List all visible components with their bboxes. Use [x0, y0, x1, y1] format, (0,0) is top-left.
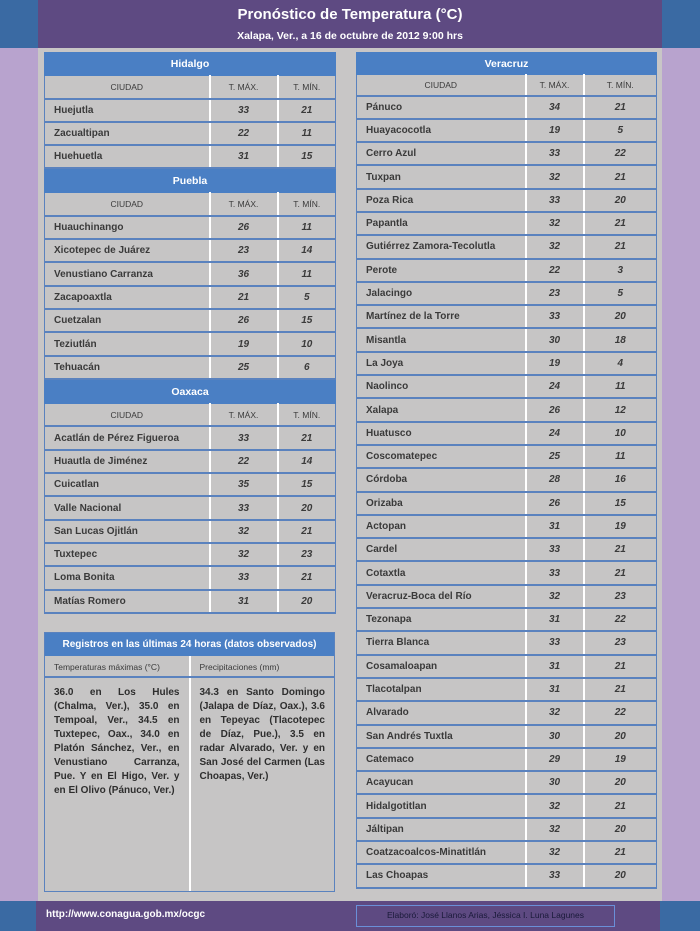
city-cell: Veracruz-Boca del Río [357, 585, 526, 608]
table-row [357, 701, 657, 724]
min-temp-cell: 22 [584, 608, 657, 631]
max-temp-cell: 23 [210, 239, 278, 262]
table-row [45, 99, 336, 122]
min-temp-cell: 5 [584, 282, 657, 305]
table-veracruz [356, 52, 657, 889]
observed-temp-text: 36.0 en Los Hules (Chalma, Ver.), 35.0 en Tempoal, Ver., 34.5 en Tuxtepec, Oax., 34.0 en Platón Sánchez, Ver., en Venustiano Carranza, Pue. Y en El Higo, Ver. y en El Olivo (Pánuco, Ver.) [45, 678, 191, 891]
max-temp-cell: 33 [526, 305, 584, 328]
left-margin [0, 0, 38, 931]
max-temp-cell: 32 [526, 841, 584, 864]
min-temp-cell: 11 [278, 122, 336, 145]
max-temp-cell: 35 [210, 473, 278, 496]
table-row [357, 515, 657, 538]
city-cell: Actopan [357, 515, 526, 538]
city-cell: Huautla de Jiménez [45, 450, 210, 473]
min-temp-cell: 22 [584, 701, 657, 724]
max-temp-cell: 31 [526, 515, 584, 538]
min-temp-cell: 12 [584, 398, 657, 421]
max-temp-cell: 32 [526, 794, 584, 817]
min-temp-cell: 6 [278, 356, 336, 379]
max-temp-cell: 31 [526, 678, 584, 701]
min-temp-cell: 21 [584, 165, 657, 188]
table-row [357, 445, 657, 468]
table-row [357, 492, 657, 515]
city-cell: Zacapoaxtla [45, 286, 210, 309]
city-cell: San Andrés Tuxtla [357, 725, 526, 748]
col-min: T. MÍN. [584, 75, 657, 96]
table-row [357, 725, 657, 748]
max-temp-cell: 30 [526, 771, 584, 794]
city-cell: Orizaba [357, 492, 526, 515]
min-temp-cell: 5 [584, 119, 657, 142]
max-temp-cell: 24 [526, 375, 584, 398]
table-row [357, 189, 657, 212]
max-temp-cell: 24 [526, 422, 584, 445]
table-row [45, 332, 336, 355]
max-temp-cell: 33 [526, 864, 584, 887]
min-temp-cell: 21 [278, 566, 336, 589]
city-cell: Perote [357, 259, 526, 282]
credits-box: Elaboró: José Llanos Arias, Jéssica I. Luna Lagunes [356, 905, 615, 927]
table-row [357, 631, 657, 654]
max-temp-cell: 32 [526, 212, 584, 235]
city-cell: Huauchinango [45, 216, 210, 239]
table-row [357, 422, 657, 445]
min-temp-cell: 20 [584, 818, 657, 841]
max-temp-cell: 36 [210, 262, 278, 285]
min-temp-cell: 5 [278, 286, 336, 309]
min-temp-cell: 15 [278, 309, 336, 332]
col-city: CIUDAD [357, 75, 526, 96]
max-temp-cell: 26 [210, 216, 278, 239]
table-row [45, 543, 336, 566]
table-row [357, 352, 657, 375]
max-temp-cell: 19 [526, 352, 584, 375]
table-row [45, 426, 336, 449]
city-cell: Poza Rica [357, 189, 526, 212]
min-temp-cell: 19 [584, 748, 657, 771]
col-city: CIUDAD [45, 193, 210, 216]
city-cell: Venustiano Carranza [45, 262, 210, 285]
city-cell: Cardel [357, 538, 526, 561]
table-row [357, 864, 657, 887]
city-cell: Martínez de la Torre [357, 305, 526, 328]
city-cell: Tuxpan [357, 165, 526, 188]
min-temp-cell: 3 [584, 259, 657, 282]
city-cell: Cotaxtla [357, 561, 526, 584]
max-temp-cell: 26 [210, 309, 278, 332]
table-row [357, 655, 657, 678]
table-row [45, 590, 336, 613]
city-cell: Matías Romero [45, 590, 210, 613]
table-row [45, 122, 336, 145]
table-row [45, 309, 336, 332]
table-hidalgo [44, 52, 336, 169]
min-temp-cell: 21 [278, 520, 336, 543]
min-temp-cell: 15 [584, 492, 657, 515]
col-max: T. MÁX. [210, 193, 278, 216]
city-cell: Gutiérrez Zamora-Tecolutla [357, 235, 526, 258]
min-temp-cell: 10 [584, 422, 657, 445]
max-temp-cell: 19 [210, 332, 278, 355]
table-row [357, 678, 657, 701]
max-temp-cell: 32 [526, 818, 584, 841]
min-temp-cell: 10 [278, 332, 336, 355]
col-min: T. MÍN. [278, 76, 336, 99]
max-temp-cell: 33 [526, 561, 584, 584]
table-row [45, 566, 336, 589]
table-row [45, 356, 336, 379]
city-cell: Xalapa [357, 398, 526, 421]
table-row [357, 305, 657, 328]
min-temp-cell: 15 [278, 473, 336, 496]
city-cell: Huatusco [357, 422, 526, 445]
table-row [45, 286, 336, 309]
max-temp-cell: 32 [526, 585, 584, 608]
col-min: T. MÍN. [278, 403, 336, 426]
min-temp-cell: 21 [278, 426, 336, 449]
city-cell: Huejutla [45, 99, 210, 122]
min-temp-cell: 14 [278, 239, 336, 262]
city-cell: Pánuco [357, 96, 526, 119]
min-temp-cell: 23 [584, 631, 657, 654]
min-temp-cell: 15 [278, 145, 336, 168]
max-temp-cell: 30 [526, 725, 584, 748]
max-temp-cell: 33 [526, 631, 584, 654]
city-cell: Tehuacán [45, 356, 210, 379]
header-bar [0, 0, 700, 48]
min-temp-cell: 21 [584, 678, 657, 701]
col-max: T. MÁX. [210, 76, 278, 99]
city-cell: Tezonapa [357, 608, 526, 631]
city-cell: Córdoba [357, 468, 526, 491]
table-row [357, 282, 657, 305]
observed-temp-label: Temperaturas máximas (°C) [45, 656, 191, 676]
table-row [357, 538, 657, 561]
table-row [357, 235, 657, 258]
min-temp-cell: 11 [584, 445, 657, 468]
min-temp-cell: 21 [584, 655, 657, 678]
table-row [357, 561, 657, 584]
max-temp-cell: 30 [526, 328, 584, 351]
table-row [45, 239, 336, 262]
city-cell: Cerro Azul [357, 142, 526, 165]
city-cell: Naolinco [357, 375, 526, 398]
city-cell: Loma Bonita [45, 566, 210, 589]
region-header-puebla: Puebla [45, 170, 336, 193]
max-temp-cell: 21 [210, 286, 278, 309]
region-header-oaxaca: Oaxaca [45, 380, 336, 403]
table-row [45, 496, 336, 519]
min-temp-cell: 20 [584, 771, 657, 794]
max-temp-cell: 26 [526, 492, 584, 515]
city-cell: La Joya [357, 352, 526, 375]
city-cell: Tlacotalpan [357, 678, 526, 701]
max-temp-cell: 31 [210, 590, 278, 613]
observed-precip-text: 34.3 en Santo Domingo (Jalapa de Díaz, Oax.), 3.6 en Tepeyac (Tlacotepec de Díaz, Pue.), 3.5 en radar Alvarado, Ver. y en San José del Carmen (Las Choapas, Ver.) [199, 687, 325, 782]
table-row [357, 119, 657, 142]
city-cell: Acatlán de Pérez Figueroa [45, 426, 210, 449]
table-row [357, 468, 657, 491]
max-temp-cell: 31 [210, 145, 278, 168]
max-temp-cell: 25 [210, 356, 278, 379]
table-row [357, 608, 657, 631]
min-temp-cell: 11 [278, 262, 336, 285]
min-temp-cell: 4 [584, 352, 657, 375]
footer-bar [0, 901, 700, 931]
max-temp-cell: 31 [526, 608, 584, 631]
min-temp-cell: 20 [584, 864, 657, 887]
city-cell: Misantla [357, 328, 526, 351]
min-temp-cell: 22 [584, 142, 657, 165]
conagua-link[interactable]: http://www.conagua.gob.mx/ocgc [46, 909, 206, 920]
min-temp-cell: 20 [584, 725, 657, 748]
table-row [357, 375, 657, 398]
table-row [45, 262, 336, 285]
min-temp-cell: 21 [584, 96, 657, 119]
col-min: T. MÍN. [278, 193, 336, 216]
min-temp-cell: 23 [278, 543, 336, 566]
max-temp-cell: 33 [526, 142, 584, 165]
right-table [356, 52, 656, 889]
column-header-row [45, 76, 336, 99]
city-cell: Xicotepec de Juárez [45, 239, 210, 262]
city-cell: Huayacocotla [357, 119, 526, 142]
city-cell: San Lucas Ojitlán [45, 520, 210, 543]
max-temp-cell: 32 [526, 165, 584, 188]
table-row [45, 520, 336, 543]
min-temp-cell: 20 [584, 189, 657, 212]
min-temp-cell: 21 [278, 99, 336, 122]
min-temp-cell: 14 [278, 450, 336, 473]
city-cell: Cuicatlan [45, 473, 210, 496]
table-row [357, 585, 657, 608]
table-row [357, 841, 657, 864]
table-row [357, 142, 657, 165]
table-row [45, 145, 336, 168]
table-row [357, 165, 657, 188]
max-temp-cell: 25 [526, 445, 584, 468]
city-cell: Hidalgotitlan [357, 794, 526, 817]
min-temp-cell: 21 [584, 561, 657, 584]
city-cell: Coscomatepec [357, 445, 526, 468]
city-cell: Huehuetla [45, 145, 210, 168]
max-temp-cell: 33 [210, 99, 278, 122]
max-temp-cell: 29 [526, 748, 584, 771]
max-temp-cell: 28 [526, 468, 584, 491]
table-row [45, 473, 336, 496]
min-temp-cell: 21 [584, 841, 657, 864]
page-subtitle: Xalapa, Ver., a 16 de octubre de 2012 9:00 hrs [237, 30, 463, 42]
region-header-veracruz: Veracruz [357, 53, 657, 75]
city-cell: Acayucan [357, 771, 526, 794]
max-temp-cell: 22 [210, 450, 278, 473]
min-temp-cell: 11 [584, 375, 657, 398]
min-temp-cell: 21 [584, 235, 657, 258]
table-row [45, 450, 336, 473]
region-header-hidalgo: Hidalgo [45, 53, 336, 76]
table-row [357, 794, 657, 817]
city-cell: Teziutlán [45, 332, 210, 355]
min-temp-cell: 20 [278, 590, 336, 613]
table-row [357, 96, 657, 119]
min-temp-cell: 23 [584, 585, 657, 608]
city-cell: Cosamaloapan [357, 655, 526, 678]
city-cell: Tierra Blanca [357, 631, 526, 654]
city-cell: Catemaco [357, 748, 526, 771]
min-temp-cell: 18 [584, 328, 657, 351]
city-cell: Cuetzalan [45, 309, 210, 332]
min-temp-cell: 21 [584, 212, 657, 235]
city-cell: Coatzacoalcos-Minatitlán [357, 841, 526, 864]
observed-records-panel [44, 632, 335, 892]
max-temp-cell: 22 [210, 122, 278, 145]
page-title: Pronóstico de Temperatura (°C) [237, 6, 463, 23]
left-tables [44, 52, 335, 614]
max-temp-cell: 31 [526, 655, 584, 678]
min-temp-cell: 20 [278, 496, 336, 519]
column-header-row [45, 193, 336, 216]
min-temp-cell: 21 [584, 794, 657, 817]
city-cell: Tuxtepec [45, 543, 210, 566]
max-temp-cell: 34 [526, 96, 584, 119]
col-city: CIUDAD [45, 403, 210, 426]
max-temp-cell: 19 [526, 119, 584, 142]
city-cell: Zacualtipan [45, 122, 210, 145]
max-temp-cell: 32 [210, 520, 278, 543]
col-max: T. MÁX. [210, 403, 278, 426]
city-cell: Jalacingo [357, 282, 526, 305]
max-temp-cell: 26 [526, 398, 584, 421]
column-header-row [357, 75, 657, 96]
city-cell: Las Choapas [357, 864, 526, 887]
max-temp-cell: 32 [210, 543, 278, 566]
table-row [357, 328, 657, 351]
min-temp-cell: 21 [584, 538, 657, 561]
table-row [45, 216, 336, 239]
min-temp-cell: 16 [584, 468, 657, 491]
max-temp-cell: 23 [526, 282, 584, 305]
min-temp-cell: 11 [278, 216, 336, 239]
table-oaxaca [44, 380, 336, 614]
max-temp-cell: 33 [526, 538, 584, 561]
observed-title: Registros en las últimas 24 horas (datos observados) [45, 633, 334, 656]
max-temp-cell: 32 [526, 235, 584, 258]
city-cell: Papantla [357, 212, 526, 235]
max-temp-cell: 33 [526, 189, 584, 212]
city-cell: Valle Nacional [45, 496, 210, 519]
right-margin [662, 0, 700, 931]
table-row [357, 259, 657, 282]
table-puebla [44, 169, 336, 380]
table-row [357, 212, 657, 235]
max-temp-cell: 33 [210, 566, 278, 589]
table-row [357, 771, 657, 794]
column-header-row [45, 403, 336, 426]
table-row [357, 818, 657, 841]
max-temp-cell: 22 [526, 259, 584, 282]
table-row [357, 398, 657, 421]
min-temp-cell: 20 [584, 305, 657, 328]
min-temp-cell: 19 [584, 515, 657, 538]
table-row [357, 748, 657, 771]
observed-precip-label: Precipitaciones (mm) [199, 662, 280, 672]
city-cell: Alvarado [357, 701, 526, 724]
city-cell: Jáltipan [357, 818, 526, 841]
col-city: CIUDAD [45, 76, 210, 99]
max-temp-cell: 33 [210, 426, 278, 449]
col-max: T. MÁX. [526, 75, 584, 96]
max-temp-cell: 33 [210, 496, 278, 519]
max-temp-cell: 32 [526, 701, 584, 724]
